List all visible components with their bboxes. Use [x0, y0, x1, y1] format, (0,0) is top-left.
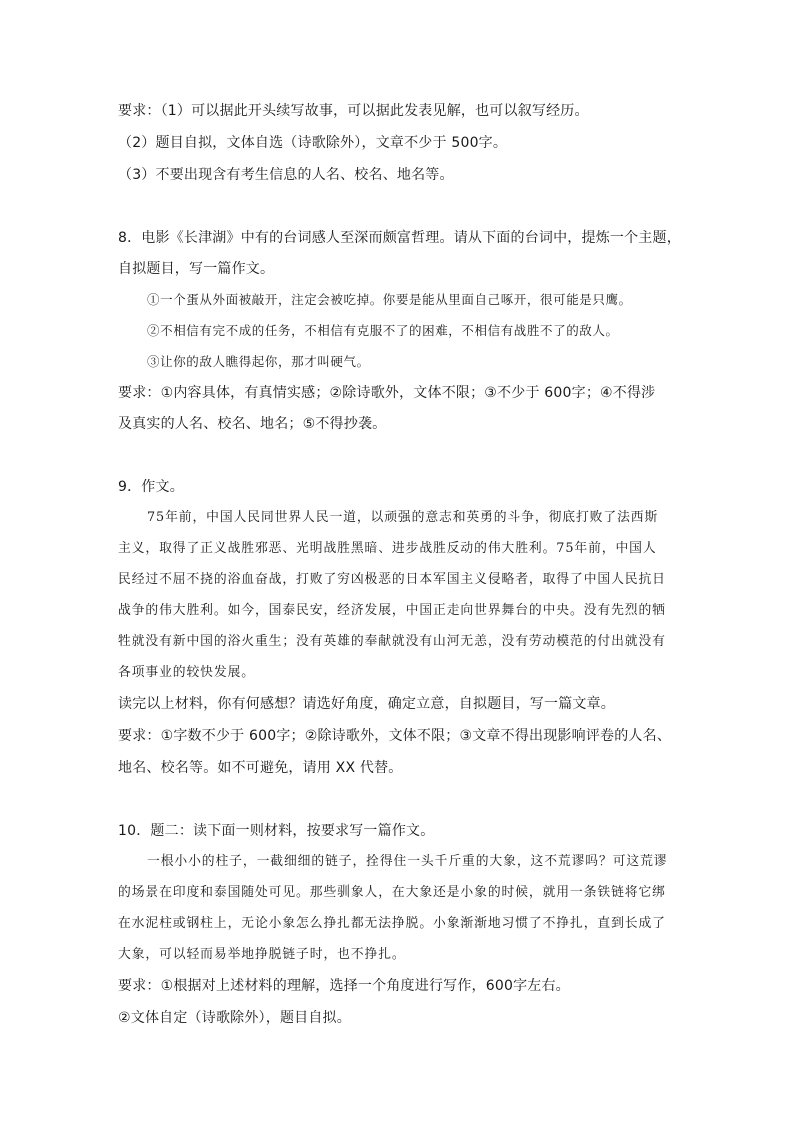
q9-material-line-5: 牲就没有新中国的浴火重生；没有英雄的奉献就没有山河无恙，没有劳动模范的付出就没有 — [118, 634, 666, 649]
q9-material-line-4: 战争的伟大胜利。如今，国泰民安，经济发展，中国正走向世界舞台的中央。没有先烈的牺 — [118, 603, 666, 618]
q10-material-line-1: 一根小小的柱子，一截细细的链子，拴得住一头千斤重的大象，这不荒谬吗？可这荒谬 — [147, 854, 668, 869]
q10-material-line-4: 大象，可以轻而易举地挣脱链子时，也不挣扎。 — [118, 947, 406, 962]
q8-quote-3: ③让你的敌人瞧得起你，那才叫硬气。 — [147, 354, 370, 369]
q9-material-line-3: 民经过不屈不挠的浴血奋战，打败了穷凶极恶的日本军国主义侵略者，取得了中国人民抗日 — [118, 572, 666, 587]
q10-req-line-2: ②文体自定（诗歌除外），题目自拟。 — [118, 1010, 351, 1026]
q9-title: 9．作文。 — [118, 479, 184, 495]
q8-title-line-2: 自拟题目，写一篇作文。 — [118, 261, 275, 277]
q10-title: 10．题二：读下面一则材料，按要求写一篇作文。 — [118, 823, 435, 839]
q10-material-line-2: 的场景在印度和泰国随处可见。那些驯象人，在大象还是小象的时候，就用一条铁链将它绑 — [118, 885, 666, 900]
q10-material-line-3: 在水泥柱或钢柱上，无论小象怎么挣扎都无法挣脱。小象渐渐地习惯了不挣扎，直到长成了 — [118, 916, 666, 931]
req7-line-2: （2）题目自拟，文体自选（诗歌除外），文章不少于 500字。 — [118, 135, 508, 151]
q10-req-line-1: 要求：①根据对上述材料的理解，选择一个角度进行写作，600字左右。 — [118, 978, 570, 994]
q8-req-line-1: 要求：①内容具体，有真情实感；②除诗歌外，文体不限；③不少于 600字；④不得涉 — [118, 385, 656, 401]
q9-material-line-2: 主义，取得了正义战胜邪恶、光明战胜黑暗、进步战胜反动的伟大胜利。75年前，中国人 — [118, 541, 657, 556]
q8-title-line-1: 8．电影《长津湖》中有的台词感人至深而颇富哲理。请从下面的台词中，提炼一个主题， — [118, 230, 681, 246]
q9-material-line-1: 75年前，中国人民同世界人民一道，以顽强的意志和英勇的斗争，彻底打败了法西斯 — [147, 510, 659, 525]
q8-quote-1: ①一个蛋从外面被敲开，注定会被吃掉。你要是能从里面自己啄开，很可能是只鹰。 — [147, 292, 632, 307]
q9-req-line-2: 地名、校名等。如不可避免，请用 XX 代替。 — [118, 760, 403, 776]
req7-line-3: （3）不要出现含有考生信息的人名、校名、地名等。 — [118, 167, 454, 183]
q9-req-line-1: 要求：①字数不少于 600字；②除诗歌外，文体不限；③文章不得出现影响评卷的人名、 — [118, 728, 672, 744]
q9-material-line-6: 各项事业的较快发展。 — [118, 665, 255, 680]
q8-req-line-2: 及真实的人名、校名、地名；⑤不得抄袭。 — [118, 416, 387, 432]
req7-line-1: 要求：（1）可以据此开头续写故事，可以据此发表见解，也可以叙写经历。 — [118, 103, 589, 119]
q9-prompt: 读完以上材料，你有何感想？请选好角度，确定立意，自拟题目，写一篇文章。 — [118, 696, 615, 712]
q8-quote-2: ②不相信有完不成的任务，不相信有克服不了的困难，不相信有战胜不了的敌人。 — [147, 323, 619, 338]
